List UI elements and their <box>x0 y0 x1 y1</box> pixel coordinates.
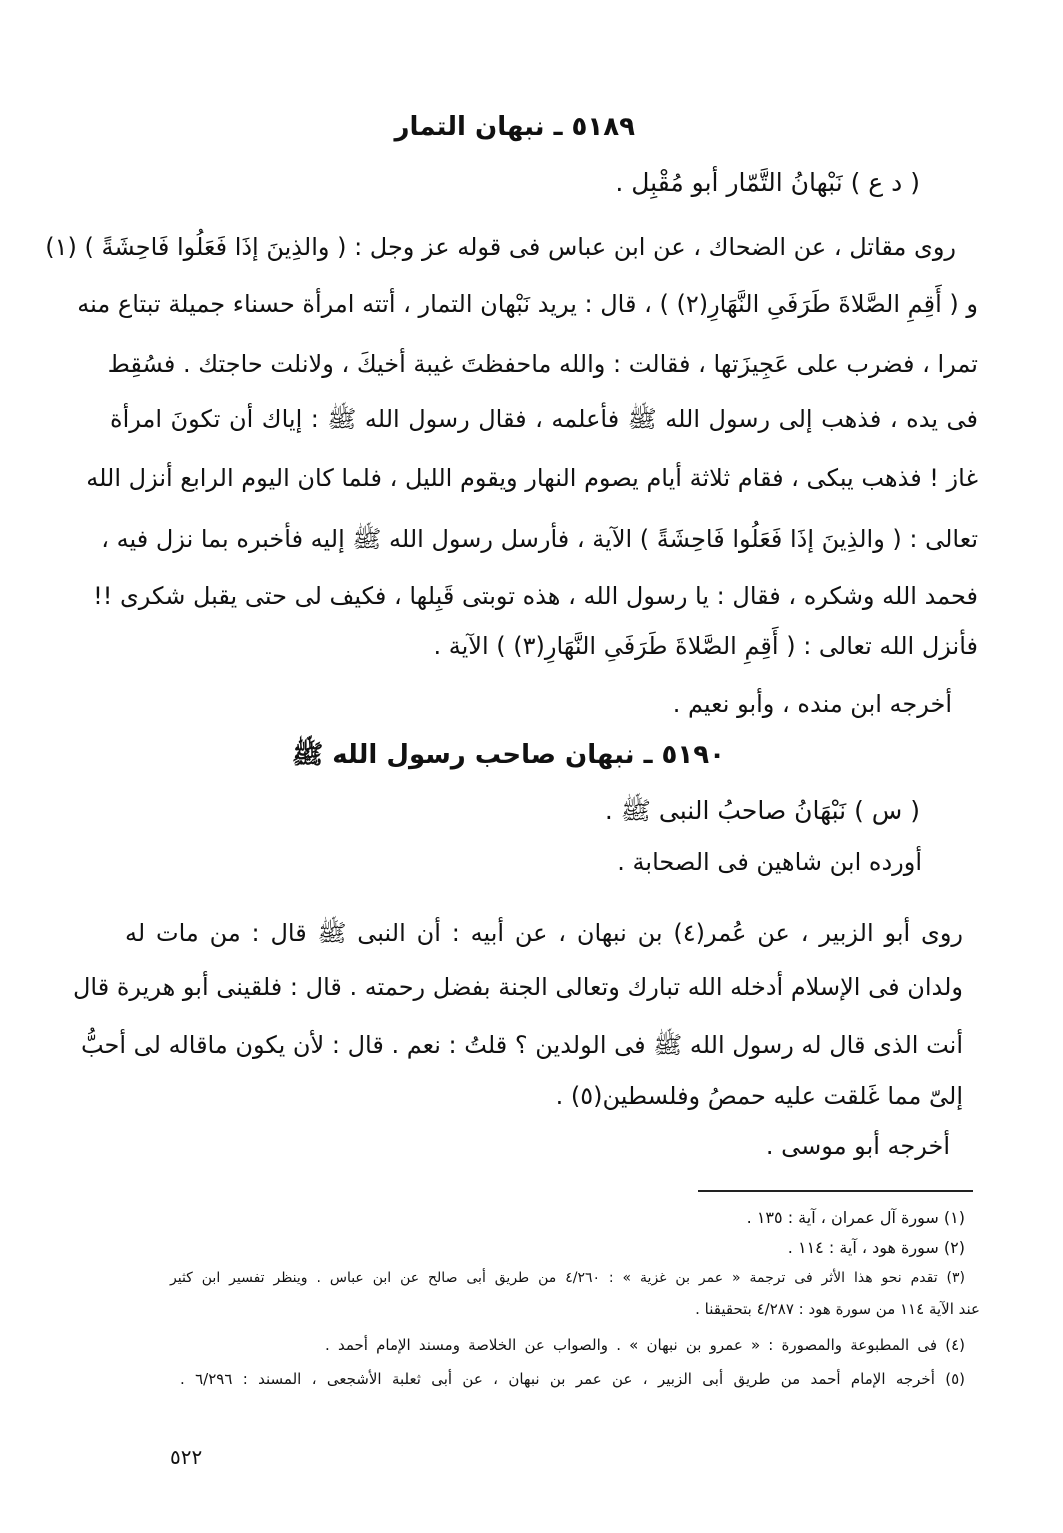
entry-code-line: ( د ع ) نَبْهانُ التَّمّار أبو مُقْبِل . <box>615 168 920 197</box>
entry-paragraph-line: روى مقاتل ، عن الضحاك ، عن ابن عباس فى قوله عز وجل : ( والذِينَ إذَا فَعَلُوا فَاحِشَةً ) (١) <box>45 233 956 261</box>
entry-code-line: ( س ) نَبْهَانُ صاحبُ النبى ﷺ . <box>604 796 920 825</box>
entry-paragraph-line: روى أبو الزبير ، عن عُمر(٤) بن نبهان ، عن أبيه : أن النبى ﷺ قال : من مات له <box>125 919 964 947</box>
page-number: ٥٢٢ <box>170 1445 203 1469</box>
footnote: (٥) أخرجه الإمام أحمد من طريق أبى الزبير ، عن عمر بن نبهان ، عن أبى ثعلبة الأشجعى ، المسند : ٦/٢٩٦ . <box>180 1370 965 1388</box>
entry-paragraph-line: إلىّ مما غَلقت عليه حمصُ وفلسطين(٥) . <box>555 1082 963 1110</box>
footnote: (٣) تقدم نحو هذا الأثر فى ترجمة « عمر بن غزية » : ٤/٢٦٠ من طريق أبى صالح عن ابن عباس . وينظر تفسير ابن كثير <box>170 1270 965 1286</box>
entry-paragraph-line: غاز ! فذهب يبكى ، فقام ثلاثة أيام يصوم النهار ويقوم الليل ، فلما كان اليوم الرابع أنزل الله <box>86 464 978 492</box>
footnote-separator <box>698 1190 973 1192</box>
footnote: عند الآية ١١٤ من سورة هود : ٤/٢٨٧ بتحقيقنا . <box>695 1300 980 1318</box>
entry-paragraph-line: فحمد الله وشكره ، فقال : يا رسول الله ، هذه توبتى قَبِلها ، فكيف لى حتى يقبل شكرى !! <box>93 582 978 610</box>
entry-paragraph-line: أنت الذى قال له رسول الله ﷺ فى الولدين ؟ قلتُ : نعم . قال : لأن يكون ماقاله لى أحبُّ <box>80 1031 963 1059</box>
entry-source: أخرجه أبو موسى . <box>765 1132 950 1160</box>
entry-heading-5189: ٥١٨٩ ـ نبهان التمار <box>394 112 635 142</box>
entry-paragraph-line: تعالى : ( والذِينَ إذَا فَعَلُوا فَاحِشَةً ) الآية ، فأرسل رسول الله ﷺ إليه فأخبره بما نزل فيه ، <box>101 525 978 553</box>
footnote: (٢) سورة هود ، آية : ١١٤ . <box>787 1238 965 1257</box>
entry-paragraph-line: فى يده ، فذهب إلى رسول الله ﷺ فأعلمه ، فقال رسول الله ﷺ : إياك أن تكونَ امرأة <box>110 405 978 433</box>
entry-paragraph-line: ولدان فى الإسلام أدخله الله تبارك وتعالى الجنة بفضل رحمته . قال : فلقينى أبو هريرة قال <box>72 973 963 1001</box>
entry-source: أخرجه ابن منده ، وأبو نعيم . <box>672 690 952 718</box>
entry-mention: أورده ابن شاهين فى الصحابة . <box>617 848 922 876</box>
footnote: (١) سورة آل عمران ، آية : ١٣٥ . <box>746 1208 965 1227</box>
footnote: (٤) فى المطبوعة والمصورة : « عمرو بن نبهان » . والصواب عن الخلاصة ومسند الإمام أحمد . <box>325 1336 965 1354</box>
entry-paragraph-line: تمرا ، فضرب على عَجِيزَتها ، فقالت : والله ماحفظتَ غيبة أخيكَ ، ولانلت حاجتك . فسُقِط <box>107 350 978 378</box>
entry-paragraph-line: فأنزل الله تعالى : ( أَقِمِ الصَّلاةَ طَرَفَىِ النَّهَارِ(٣) ) الآية . <box>433 632 978 660</box>
entry-heading-5190: ٥١٩٠ ـ نبهان صاحب رسول الله ﷺ <box>291 740 725 770</box>
entry-paragraph-line: و ( أَقِمِ الصَّلاةَ طَرَفَىِ النَّهَارِ(٢) ) ، قال : يريد نَبْهان التمار ، أتته امرأة حسناء جميلة تبتاع منه <box>77 290 978 318</box>
